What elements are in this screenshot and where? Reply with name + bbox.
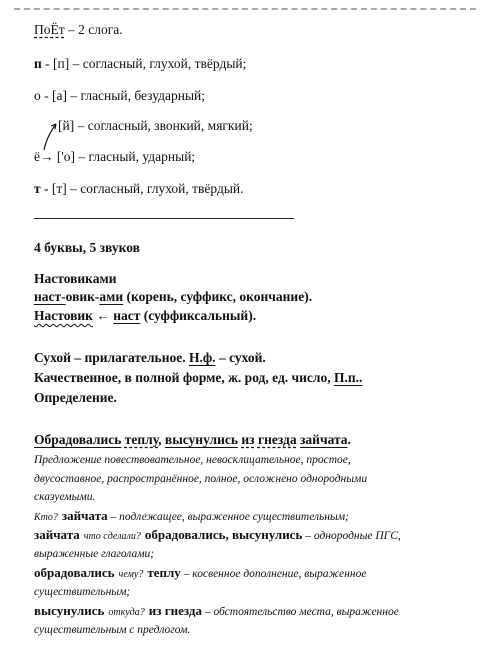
sentence-line — [34, 432, 351, 448]
morph-note: (корень, суффикс, окончание). — [123, 289, 313, 304]
analysis-desc: – подлежащее, выраженное существительным; — [107, 511, 349, 523]
letter-t: т — [34, 181, 41, 196]
analysis-adverbial — [34, 603, 399, 621]
analysis-adverbial-cont: существительным с предлогом. — [34, 624, 191, 636]
adjective-line-1 — [34, 350, 266, 366]
analysis-desc: – однородные ПГС, — [302, 530, 401, 542]
morph-parse — [34, 289, 312, 305]
adjective-nf: Н.ф. — [188, 350, 216, 365]
sentence-word-3: высунулись — [164, 432, 238, 447]
syllables-word: ПоЁт — [34, 22, 65, 37]
analysis-subject — [34, 508, 349, 526]
analysis-object-cont: существительным; — [34, 586, 131, 598]
morph-dash: - — [94, 289, 100, 304]
analysis-predicate-cont: выраженные глаголами; — [34, 548, 155, 560]
letter-yo: ё — [34, 149, 40, 164]
phonetic-line-t — [34, 181, 244, 197]
sentence-word-6: зайчата — [300, 432, 348, 447]
question: чему? — [118, 569, 144, 580]
adjective-features: Качественное, в полной форме, ж. род, ед. число, — [34, 370, 334, 385]
analysis-desc: – обстоятельство места, выраженное — [201, 606, 399, 618]
analysis-word: из гнезда — [148, 603, 202, 618]
letter-p: п — [34, 56, 42, 71]
page-top-edge — [14, 8, 476, 10]
sentence-word-2: теплу — [124, 432, 159, 447]
analysis-word: зайчата — [61, 508, 108, 523]
sentence-word-5: гнезда — [257, 432, 297, 447]
analysis-word: обрадовались, высунулись — [144, 527, 303, 542]
adjective-word: Сухой — [34, 350, 71, 365]
adjective-line-2 — [34, 370, 362, 386]
question: откуда? — [108, 607, 145, 618]
question: Кто? — [34, 512, 58, 523]
adjective-nf-value: – сухой. — [215, 350, 266, 365]
analysis-desc: – косвенное дополнение, выраженное — [180, 568, 367, 580]
analysis-predicate — [34, 527, 401, 545]
syllables-rest: – 2 слога. — [64, 22, 123, 37]
morph-root: наст- — [34, 289, 66, 304]
phonetic-line-p — [34, 56, 246, 72]
phonetic-line-o — [34, 88, 205, 104]
sentence-desc-1: Предложение повествовательное, невосклицательное, простое, — [34, 454, 351, 466]
derivation-word: Настовик — [34, 308, 93, 323]
analysis-head: высунулись — [34, 603, 105, 618]
derivation-root: наст — [113, 308, 141, 323]
sentence-desc-2: двусоставное, распространённое, полное, осложнено однородными — [34, 473, 368, 485]
arrow-up-icon — [34, 112, 58, 152]
sentence-comma: , — [158, 432, 165, 447]
phonetic-line-yo — [34, 149, 195, 165]
analysis-word: теплу — [147, 565, 181, 580]
question: что сделали? — [83, 531, 141, 542]
sentence-desc-3: сказуемыми. — [34, 491, 96, 503]
sound-o: - [а] – гласный, безударный; — [40, 88, 205, 103]
morph-suffix: овик — [65, 289, 95, 304]
sound-yo: → ['о] – гласный, ударный; — [40, 149, 196, 164]
morph-word: Настовиками — [34, 271, 117, 286]
adjective-role: Определение. — [34, 390, 117, 405]
derivation-note: (суффиксальный). — [140, 308, 257, 323]
sound-j: [й] – согласный, звонкий, мягкий; — [58, 118, 253, 133]
analysis-head: обрадовались — [34, 565, 115, 580]
morph-ending: ами — [99, 289, 124, 304]
analysis-object — [34, 565, 366, 583]
sentence-period: . — [347, 432, 351, 447]
adjective-case: П.п.. — [334, 370, 363, 385]
adjective-pos: – прилагательное. — [70, 350, 189, 365]
sound-t: - [т] – согласный, глухой, твёрдый. — [40, 181, 244, 196]
morph-derivation — [34, 308, 256, 324]
phonetic-line-j — [58, 118, 253, 134]
section-divider — [34, 218, 294, 219]
derivation-arrow-icon: ← — [96, 308, 110, 323]
letters-sounds-count: 4 буквы, 5 звуков — [34, 240, 140, 255]
analysis-head: зайчата — [34, 527, 80, 542]
sound-p: - [п] – согласный, глухой, твёрдый; — [41, 56, 247, 71]
sentence-word-1: Обрадовались — [34, 432, 122, 447]
sentence-word-4: из — [241, 432, 255, 447]
syllables-line — [34, 22, 123, 38]
letter-o: о — [34, 88, 41, 103]
